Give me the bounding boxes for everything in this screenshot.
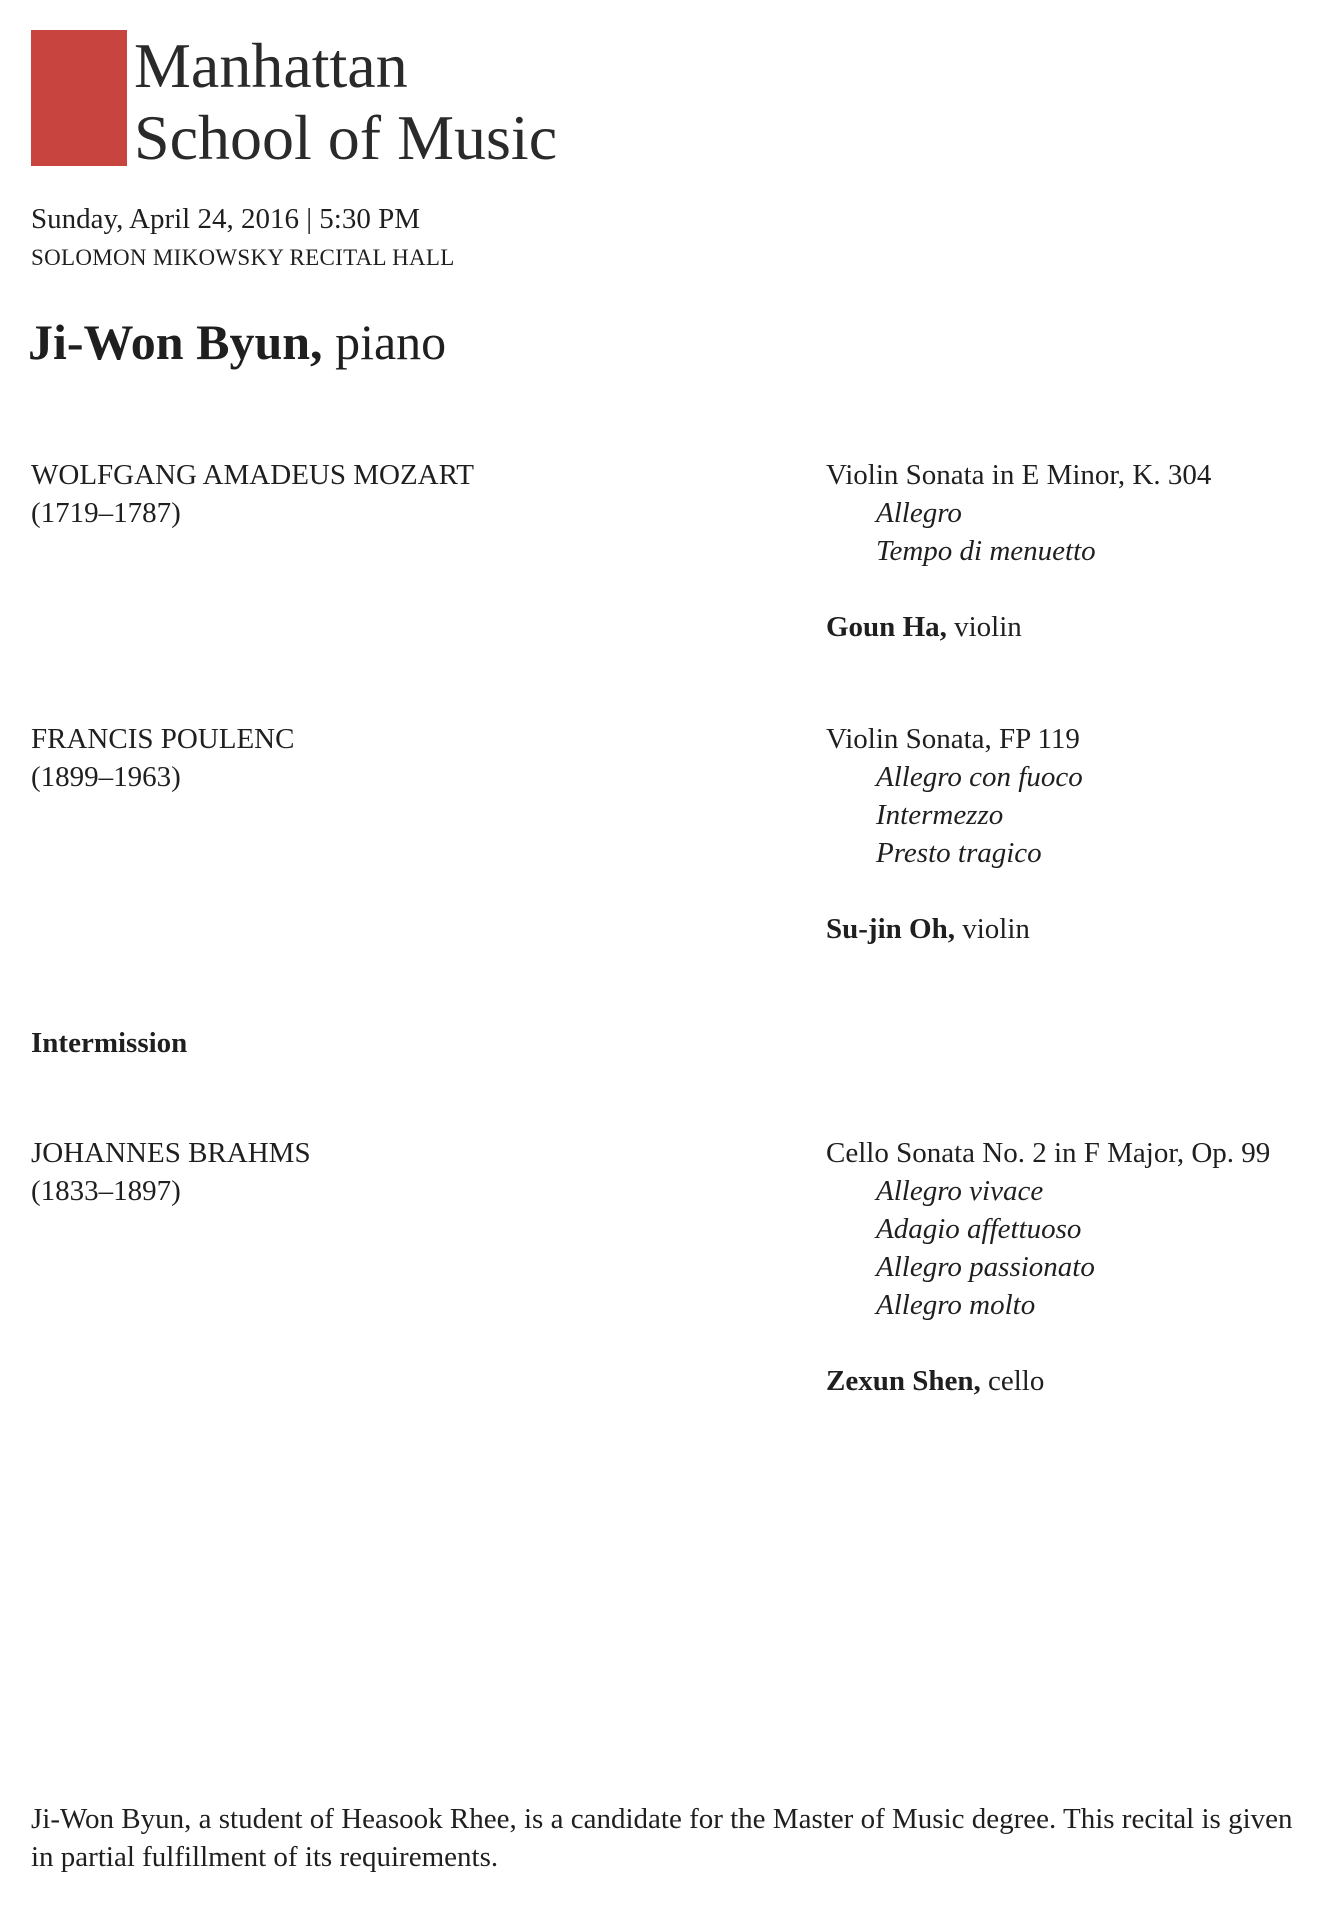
composer-dates: (1899–1963) [31, 761, 181, 793]
work-brahms [826, 1134, 1270, 1400]
composer-mozart [31, 456, 474, 532]
collaborator [826, 910, 1083, 948]
intermission-label: Intermission [31, 1027, 188, 1059]
performer-instrument: piano [335, 314, 447, 370]
movement: Allegro molto [876, 1289, 1036, 1321]
logo-line-1: Manhattan [134, 30, 408, 101]
movement: Allegro vivace [876, 1175, 1044, 1207]
degree-footnote: Ji-Won Byun, a student of Heasook Rhee, is a candidate for the Master of Music degree. This recital is given in partial fulfillment of its requirements. [31, 1803, 1293, 1873]
composer-name: JOHANNES BRAHMS [31, 1137, 311, 1169]
work-title: Violin Sonata, FP 119 [826, 723, 1080, 755]
movement: Allegro [876, 497, 962, 529]
performer-heading [28, 312, 446, 372]
composer-dates: (1719–1787) [31, 497, 181, 529]
movement: Intermezzo [876, 799, 1004, 831]
composer-dates: (1833–1897) [31, 1175, 181, 1207]
composer-name: WOLFGANG AMADEUS MOZART [31, 459, 474, 491]
composer-brahms [31, 1134, 311, 1210]
composer-name: FRANCIS POULENC [31, 723, 295, 755]
movement: Tempo di menuetto [876, 535, 1096, 567]
movement: Allegro con fuoco [876, 761, 1083, 793]
movement: Adagio affettuoso [876, 1213, 1082, 1245]
collaborator-instrument: cello [987, 1365, 1045, 1397]
collaborator-name: Zexun Shen, [826, 1365, 981, 1397]
composer-poulenc [31, 720, 294, 796]
work-title: Violin Sonata in E Minor, K. 304 [826, 459, 1212, 491]
collaborator [826, 608, 1211, 646]
logo-m-letter: M [31, 18, 127, 192]
work-mozart [826, 456, 1211, 646]
event-venue: SOLOMON MIKOWSKY RECITAL HALL [31, 245, 455, 270]
work-title: Cello Sonata No. 2 in F Major, Op. 99 [826, 1137, 1271, 1169]
logo-line-2: School of Music [134, 102, 558, 173]
movement: Presto tragico [876, 837, 1042, 869]
school-logo [31, 18, 561, 192]
movement: Allegro passionato [876, 1251, 1095, 1283]
event-date-time: Sunday, April 24, 2016 | 5:30 PM [31, 203, 421, 235]
performer-name: Ji-Won Byun, [28, 314, 323, 370]
logo-m-mark [31, 18, 127, 192]
collaborator [826, 1362, 1270, 1400]
logo-wordmark [134, 30, 557, 174]
collaborator-instrument: violin [962, 913, 1030, 945]
collaborator-name: Goun Ha, [826, 611, 947, 643]
work-poulenc [826, 720, 1083, 948]
collaborator-instrument: violin [954, 611, 1022, 643]
collaborator-name: Su-jin Oh, [826, 913, 955, 945]
